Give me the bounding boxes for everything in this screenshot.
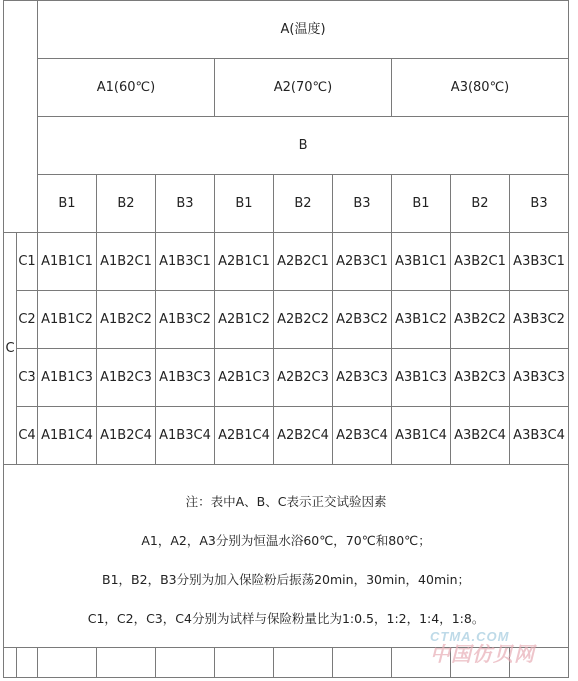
row-label: C2	[17, 291, 38, 349]
table-cell: A3B3C3	[510, 349, 569, 407]
factor-b-level: B2	[97, 175, 156, 233]
factor-b-title: B	[38, 117, 569, 175]
table-cell: A3B2C1	[451, 233, 510, 291]
orthogonal-test-table	[3, 0, 569, 678]
table-row	[4, 233, 569, 291]
factor-a-level-3: A3(80℃)	[392, 59, 569, 117]
table-cell: A3B2C2	[451, 291, 510, 349]
factor-b-level: B3	[156, 175, 215, 233]
table-cell: A1B1C1	[38, 233, 97, 291]
empty-cell	[97, 648, 156, 678]
empty-cell	[333, 648, 392, 678]
table-cell: A1B2C1	[97, 233, 156, 291]
empty-cell	[215, 648, 274, 678]
empty-cell	[156, 648, 215, 678]
table-cell: A2B3C4	[333, 407, 392, 465]
table-cell: A2B2C1	[274, 233, 333, 291]
factor-a-level-2: A2(70℃)	[215, 59, 392, 117]
factor-b-level: B2	[274, 175, 333, 233]
notes-cell	[4, 465, 569, 648]
table-cell: A3B1C3	[392, 349, 451, 407]
factor-b-level: B1	[392, 175, 451, 233]
watermark-bottom-text: 中国仿贝网	[430, 644, 535, 666]
corner-cell	[4, 1, 38, 233]
watermark-logo	[430, 630, 535, 666]
factor-b-level: B1	[215, 175, 274, 233]
note-line: B1，B2，B3分别为加入保险粉后振荡20min，30min，40min；	[102, 572, 471, 587]
factor-a-title: A(温度)	[38, 1, 569, 59]
table-cell: A1B2C3	[97, 349, 156, 407]
factor-b-level: B3	[333, 175, 392, 233]
table-cell: A1B3C3	[156, 349, 215, 407]
table-cell: A3B3C2	[510, 291, 569, 349]
table-cell: A1B3C4	[156, 407, 215, 465]
table-cell: A2B3C1	[333, 233, 392, 291]
factor-b-level: B1	[38, 175, 97, 233]
table-cell: A2B3C2	[333, 291, 392, 349]
factor-c-title: C	[4, 233, 17, 465]
table-cell: A3B2C4	[451, 407, 510, 465]
watermark-top-text: CTMA.COM	[430, 629, 510, 644]
table-cell: A3B1C1	[392, 233, 451, 291]
empty-cell	[17, 648, 38, 678]
row-label: C1	[17, 233, 38, 291]
row-label: C3	[17, 349, 38, 407]
empty-cell	[4, 648, 17, 678]
table-cell: A1B1C2	[38, 291, 97, 349]
table-row	[4, 291, 569, 349]
table-cell: A3B1C2	[392, 291, 451, 349]
table-cell: A1B3C1	[156, 233, 215, 291]
factor-b-level: B3	[510, 175, 569, 233]
table-row	[4, 407, 569, 465]
table-cell: A3B3C1	[510, 233, 569, 291]
table-row	[4, 349, 569, 407]
table-cell: A1B3C2	[156, 291, 215, 349]
table-cell: A2B2C2	[274, 291, 333, 349]
table-cell: A3B1C4	[392, 407, 451, 465]
table-cell: A2B2C3	[274, 349, 333, 407]
table-cell: A1B1C4	[38, 407, 97, 465]
empty-cell	[274, 648, 333, 678]
row-label: C4	[17, 407, 38, 465]
table-cell: A2B3C3	[333, 349, 392, 407]
note-line: A1，A2，A3分别为恒温水浴60℃，70℃和80℃；	[141, 533, 431, 548]
table-cell: A2B1C1	[215, 233, 274, 291]
note-line: C1，C2，C3，C4分别为试样与保险粉量比为1:0.5，1:2，1:4，1:8。	[87, 611, 485, 626]
table-cell: A2B1C3	[215, 349, 274, 407]
table-cell: A1B2C2	[97, 291, 156, 349]
note-line: 注：表中A、B、C表示正交试验因素	[185, 494, 387, 509]
table-cell: A2B1C2	[215, 291, 274, 349]
factor-a-level-1: A1(60℃)	[38, 59, 215, 117]
table-cell: A2B1C4	[215, 407, 274, 465]
table-cell: A1B1C3	[38, 349, 97, 407]
factor-b-level: B2	[451, 175, 510, 233]
table-cell: A3B3C4	[510, 407, 569, 465]
table-cell: A2B2C4	[274, 407, 333, 465]
table-cell: A3B2C3	[451, 349, 510, 407]
table-cell: A1B2C4	[97, 407, 156, 465]
empty-cell	[38, 648, 97, 678]
